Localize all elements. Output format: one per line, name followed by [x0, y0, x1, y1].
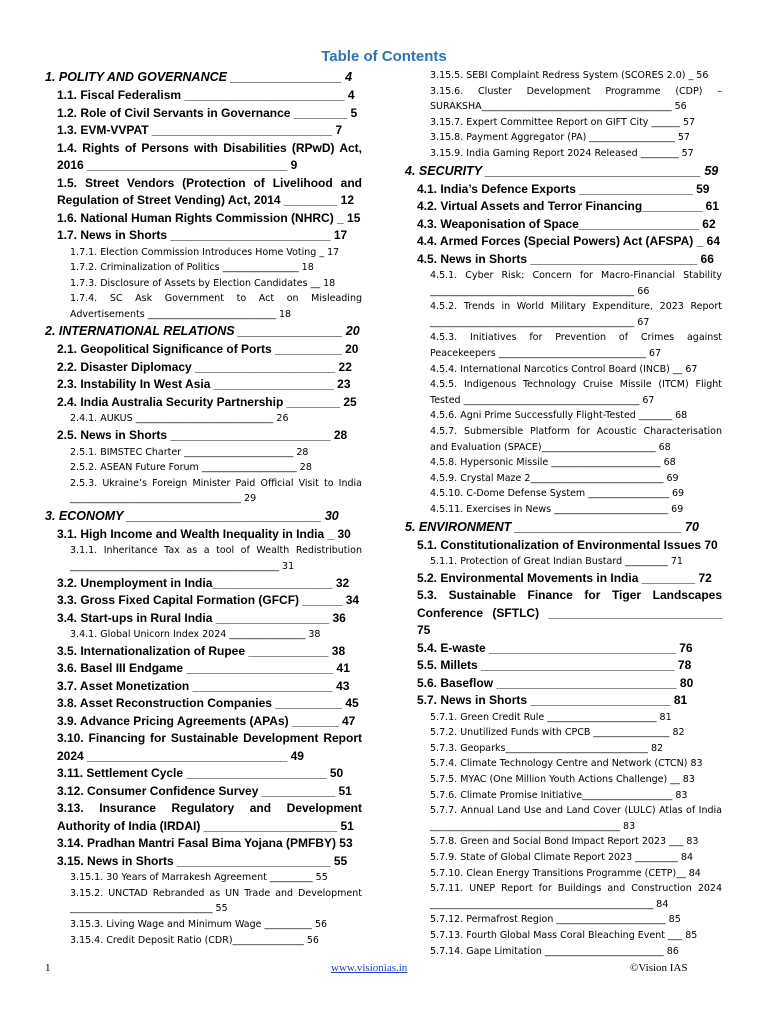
toc-entry-text: 3.4. Start-ups in Rural India _________________ 36	[57, 610, 346, 625]
toc-entry-text: 4.5.10. C-Dome Defense System _________________ 69	[430, 488, 685, 500]
toc-entry-text: 1.4. Rights of Persons with Disabilities (RPwD) Act, 2016 ______________________________ 9	[57, 140, 362, 172]
toc-entry-text: 5.7.11. UNEP Report for Buildings and Construction 2024 _______________________________________________ 84	[430, 883, 722, 910]
toc-entry-text: 2.5.1. BIMSTEC Charter _______________________ 28	[70, 446, 309, 458]
toc-section-heading[interactable]	[45, 508, 362, 525]
toc-entry[interactable]	[45, 175, 362, 210]
toc-entry-text: 3. ECONOMY ____________________________ 30	[45, 508, 339, 523]
toc-left-column	[45, 68, 362, 948]
toc-subentry[interactable]	[45, 460, 362, 476]
toc-entry-text: 5.1. Constitutionalization of Environmental Issues 70	[417, 537, 718, 552]
toc-subentry[interactable]	[45, 627, 362, 643]
toc-entry-text: 4.5.6. Agni Prime Successfully Flight-Tested _______ 68	[430, 410, 688, 422]
toc-subentry[interactable]	[45, 543, 362, 574]
toc-entry[interactable]	[45, 87, 362, 105]
toc-entry-text: 3.15.3. Living Wage and Minimum Wage __________ 56	[70, 919, 328, 930]
toc-subentry[interactable]	[405, 486, 722, 502]
toc-entry[interactable]	[45, 359, 362, 377]
toc-entry[interactable]	[45, 835, 362, 853]
toc-entry-text: 3.5. Internationalization of Rupee ____________ 38	[57, 643, 346, 658]
toc-entry-text: 3.4.1. Global Unicorn Index 2024 ________________ 38	[70, 629, 321, 641]
toc-entry-text: 3.10. Financing for Sustainable Development Report 2024 ______________________________ 49	[57, 731, 362, 763]
toc-entry-text: 3.15. News in Shorts _______________________ 55	[57, 853, 348, 868]
toc-entry[interactable]	[405, 233, 722, 251]
toc-entry-text: 2.2. Disaster Diplomacy _____________________ 22	[57, 359, 352, 374]
toc-entry-text: 3.15.8. Payment Aggregator (PA) __________________ 57	[430, 132, 690, 144]
toc-entry[interactable]	[405, 675, 722, 693]
toc-entry[interactable]	[45, 800, 362, 835]
toc-entry[interactable]	[45, 678, 362, 696]
toc-entry-text: 1.3. EVM-VVPAT ___________________________ 7	[57, 123, 343, 137]
toc-entry-text: 3.2. Unemployment in India__________________ 32	[57, 575, 350, 590]
toc-subentry[interactable]	[405, 330, 722, 361]
toc-entry-text: 3.15.9. India Gaming Report 2024 Released ________ 57	[430, 147, 694, 159]
toc-subentry[interactable]	[405, 115, 722, 131]
toc-entry[interactable]	[45, 713, 362, 731]
toc-subentry[interactable]	[45, 411, 362, 427]
toc-subentry[interactable]	[405, 502, 722, 518]
toc-entry[interactable]	[405, 570, 722, 588]
toc-entry-text: 4.2. Virtual Assets and Terror Financing_________ 61	[417, 199, 719, 214]
toc-subentry[interactable]	[405, 130, 722, 146]
toc-subentry[interactable]	[405, 471, 722, 487]
toc-section-heading[interactable]	[405, 519, 722, 536]
toc-entry-text: 1.6. National Human Rights Commission (NHRC) _ 15	[57, 210, 361, 225]
toc-entry-text: 5. ENVIRONMENT ________________________ 70	[405, 519, 699, 534]
toc-subentry[interactable]	[405, 408, 722, 424]
toc-entry-text: 3.11. Settlement Cycle _____________________ 50	[57, 766, 344, 781]
toc-entry[interactable]	[45, 210, 362, 228]
toc-entry-text: 5.7.4. Climate Technology Centre and Network (CTCN) 83	[430, 758, 703, 770]
toc-entry[interactable]	[45, 643, 362, 661]
toc-section-heading[interactable]	[45, 69, 362, 86]
toc-entry-text: 5.7.14. Gape Limitation _________________________ 86	[430, 945, 679, 957]
toc-entry[interactable]	[45, 853, 362, 871]
toc-entry-text: 2.3. Instability In West Asia __________________ 23	[57, 377, 351, 392]
toc-entry[interactable]	[405, 181, 722, 199]
toc-entry-text: 2. INTERNATIONAL RELATIONS _______________ 20	[45, 324, 360, 339]
toc-subentry[interactable]	[405, 299, 722, 330]
toc-entry-text: 4.5.9. Crystal Maze 2____________________________ 69	[430, 472, 679, 484]
toc-entry[interactable]	[405, 640, 722, 658]
toc-entry[interactable]	[45, 427, 362, 445]
toc-entry-text: 4.5.11. Exercises in News ________________________ 69	[430, 503, 684, 515]
toc-entry[interactable]	[45, 122, 362, 140]
toc-entry-text: 1.1. Fiscal Federalism ________________________ 4	[57, 88, 355, 102]
toc-entry-text: 4.5.7. Submersible Platform for Acoustic Characterisation and Evaluation (SPACE)________________________ 68	[430, 426, 722, 453]
toc-entry[interactable]	[45, 105, 362, 123]
toc-subentry[interactable]	[405, 455, 722, 471]
toc-subentry[interactable]	[405, 68, 722, 84]
toc-entry[interactable]	[405, 587, 722, 640]
toc-entry-text: 3.7. Asset Monetization _____________________ 43	[57, 678, 350, 693]
toc-entry[interactable]	[45, 376, 362, 394]
toc-entry[interactable]	[45, 394, 362, 412]
toc-entry[interactable]	[45, 695, 362, 713]
toc-entry-text: 5.6. Baseflow ___________________________ 80	[417, 675, 694, 690]
toc-entry-text: 3.1. High Income and Wealth Inequality in India _ 30	[57, 526, 351, 541]
toc-entry[interactable]	[45, 765, 362, 783]
toc-entry-text: 4.3. Weaponisation of Space__________________ 62	[417, 216, 716, 231]
toc-subentry[interactable]	[405, 866, 722, 882]
toc-subentry[interactable]	[45, 917, 362, 933]
toc-entry-text: 3.8. Asset Reconstruction Companies __________ 45	[57, 696, 359, 711]
toc-entry-text: 3.15.6. Cluster Development Programme (CDP) – SURAKSHA________________________________________ 56	[430, 85, 722, 113]
toc-entry[interactable]	[405, 251, 722, 269]
toc-section-heading[interactable]	[405, 163, 722, 180]
toc-entry-text: 4.1. India’s Defence Exports _________________ 59	[417, 181, 710, 196]
toc-entry-text: 2.1. Geopolitical Significance of Ports __________ 20	[57, 342, 359, 357]
toc-entry[interactable]	[45, 610, 362, 628]
toc-subentry[interactable]	[405, 741, 722, 757]
toc-subentry[interactable]	[45, 445, 362, 461]
toc-subentry[interactable]	[405, 756, 722, 772]
toc-subentry[interactable]	[405, 554, 722, 570]
toc-subentry[interactable]	[405, 788, 722, 804]
toc-entry[interactable]	[45, 592, 362, 610]
toc-entry-text: 3.15.4. Credit Deposit Ratio (CDR)_______________ 56	[70, 934, 319, 946]
toc-subentry[interactable]	[405, 912, 722, 928]
toc-entry-text: 5.7.10. Clean Energy Transitions Programme (CETP)__ 84	[430, 867, 701, 879]
toc-entry-text: 5.7.12. Permafrost Region _______________________ 85	[430, 914, 681, 926]
toc-entry-text: 5.7.5. MYAC (One Million Youth Actions Challenge) __ 83	[430, 774, 695, 786]
toc-subentry[interactable]	[405, 710, 722, 726]
toc-entry[interactable]	[405, 657, 722, 675]
toc-entry-text: 5.7.8. Green and Social Bond Impact Report 2023 ___ 83	[430, 836, 699, 848]
toc-entry-text: 1.7.3. Disclosure of Assets by Election Candidates __ 18	[70, 277, 336, 289]
toc-subentry[interactable]	[405, 850, 722, 866]
toc-subentry[interactable]	[405, 881, 722, 912]
toc-subentry[interactable]	[45, 870, 362, 886]
toc-subentry[interactable]	[45, 886, 362, 917]
toc-subentry[interactable]	[45, 291, 362, 322]
toc-entry-text: 5.2. Environmental Movements in India ________ 72	[417, 570, 712, 585]
toc-entry-text: 1.7. News in Shorts ________________________ 17	[57, 228, 348, 242]
toc-entry[interactable]	[45, 140, 362, 175]
toc-entry-text: 4.5.5. Indigenous Technology Cruise Missile (ITCM) Flight Tested _____________________________________ 67	[430, 379, 722, 406]
toc-entry-text: 2.5. News in Shorts ________________________ 28	[57, 428, 348, 443]
toc-entry-text: 5.7.3. Geoparks______________________________ 82	[430, 742, 664, 754]
toc-entry-text: 4.5.1. Cyber Risk: Concern for Macro-Financial Stability ___________________________________________ 66	[430, 270, 722, 297]
toc-entry-text: 3.15.2. UNCTAD Rebranded as UN Trade and Development ______________________________ 55	[70, 887, 362, 915]
toc-entry-text: 5.7.6. Climate Promise Initiative___________________ 83	[430, 789, 688, 801]
toc-entry-text: 5.1.1. Protection of Great Indian Bustard _________ 71	[430, 556, 683, 568]
toc-entry-text: 3.9. Advance Pricing Agreements (APAs) _______ 47	[57, 713, 356, 728]
toc-entry-text: 2.4.1. AUKUS _____________________________ 26	[70, 413, 289, 425]
toc-entry-text: 5.3. Sustainable Finance for Tiger Landscapes Conference (SFTLC) __________________________ 75	[417, 588, 722, 638]
toc-entry-text: 1.7.4. SC Ask Government to Act on Misleading Advertisements ___________________________ 18	[70, 293, 362, 320]
toc-entry-text: 1. POLITY AND GOVERNANCE ________________ 4	[45, 70, 353, 84]
toc-entry-text: 5.7.7. Annual Land Use and Land Cover (LULC) Atlas of India ________________________________________ 83	[430, 805, 722, 832]
toc-entry-text: 3.15.7. Expert Committee Report on GIFT City ______ 57	[430, 116, 696, 128]
toc-entry[interactable]	[45, 575, 362, 593]
toc-section-heading[interactable]	[45, 323, 362, 340]
footer-website-link[interactable]: www.visionias.in	[331, 962, 408, 974]
toc-entry-text: 3.15.1. 30 Years of Marrakesh Agreement _________ 55	[70, 872, 328, 884]
toc-subentry[interactable]	[405, 362, 722, 378]
toc-entry[interactable]	[405, 537, 722, 555]
toc-entry-text: 1.5. Street Vendors (Protection of Livelihood and Regulation of Street Vending) Act, 2014 ________ 12	[57, 175, 362, 207]
toc-entry-text: 4.5.8. Hypersonic Missile _______________________ 68	[430, 457, 676, 469]
toc-entry-text: 5.7.2. Unutilized Funds with CPCB ________________ 82	[430, 727, 685, 739]
toc-subentry[interactable]	[405, 944, 722, 960]
toc-entry-text: 3.1.1. Inheritance Tax as a tool of Wealth Redistribution ____________________________________________ 31	[70, 545, 362, 573]
toc-entry[interactable]	[45, 783, 362, 801]
toc-subentry[interactable]	[405, 84, 722, 115]
toc-subentry[interactable]	[405, 725, 722, 741]
toc-entry[interactable]	[405, 692, 722, 710]
toc-entry-text: 4. SECURITY _______________________________ 59	[405, 163, 719, 178]
toc-subentry[interactable]	[405, 268, 722, 299]
toc-entry[interactable]	[45, 730, 362, 765]
toc-entry-text: 3.12. Consumer Confidence Survey ___________ 51	[57, 783, 352, 798]
toc-entry-text: 2.4. India Australia Security Partnership ________ 25	[57, 394, 357, 409]
toc-entry-text: 4.5.3. Initiatives for Prevention of Crimes against Peacekeepers _______________________________ 67	[430, 332, 722, 360]
toc-entry-text: 3.3. Gross Fixed Capital Formation (GFCF) ______ 34	[57, 593, 360, 608]
toc-entry[interactable]	[45, 227, 362, 245]
toc-subentry[interactable]	[45, 933, 362, 949]
toc-entry-text: 5.7.9. State of Global Climate Report 2023 _________ 84	[430, 852, 694, 863]
toc-entry[interactable]	[45, 341, 362, 359]
toc-right-column	[405, 68, 722, 959]
toc-entry[interactable]	[45, 660, 362, 678]
toc-entry-text: 1.2. Role of Civil Servants in Governance ________ 5	[57, 105, 358, 120]
toc-subentry[interactable]	[405, 928, 722, 944]
toc-entry[interactable]	[405, 216, 722, 234]
toc-subentry[interactable]	[405, 834, 722, 850]
toc-entry-text: 5.4. E-waste ____________________________ 76	[417, 640, 693, 655]
toc-entry-text: 5.7.13. Fourth Global Mass Coral Bleaching Event ___ 85	[430, 929, 698, 941]
toc-entry-text: 4.4. Armed Forces (Special Powers) Act (AFSPA) _ 64	[417, 234, 720, 249]
footer-copyright: ©Vision IAS	[630, 962, 688, 974]
toc-entry-text: 4.5. News in Shorts _________________________ 66	[417, 251, 714, 266]
toc-subentry[interactable]	[405, 803, 722, 834]
toc-subentry[interactable]	[45, 476, 362, 507]
toc-subentry[interactable]	[45, 276, 362, 292]
toc-entry-text: 3.13. Insurance Regulatory and Development Authority of India (IRDAI) ____________________ 51	[57, 801, 362, 833]
toc-entry[interactable]	[405, 198, 722, 216]
toc-entry-text: 5.7.1. Green Credit Rule _______________________ 81	[430, 711, 672, 723]
page-title: Table of Contents	[321, 48, 447, 65]
toc-subentry[interactable]	[405, 146, 722, 162]
toc-entry-text: 5.7. News in Shorts _____________________ 81	[417, 693, 688, 708]
toc-entry-text: 2.5.2. ASEAN Future Forum ____________________ 28	[70, 462, 312, 474]
footer-page-number: 1	[45, 962, 51, 974]
toc-entry-text: 3.15.5. SEBI Complaint Redress System (SCORES 2.0) _ 56	[430, 70, 709, 81]
toc-entry-text: 1.7.1. Election Commission Introduces Home Voting _ 17	[70, 246, 340, 258]
toc-subentry[interactable]	[405, 424, 722, 455]
toc-subentry[interactable]	[45, 260, 362, 276]
toc-entry-text: 5.5. Millets _____________________________ 78	[417, 658, 692, 673]
toc-entry-text: 4.5.2. Trends in World Military Expenditure, 2023 Report ___________________________________________ 67	[430, 301, 722, 328]
toc-entry-text: 3.6. Basel III Endgame ______________________ 41	[57, 661, 350, 676]
toc-subentry[interactable]	[405, 377, 722, 408]
toc-entry[interactable]	[45, 526, 362, 544]
toc-entry-text: 1.7.2. Criminalization of Politics ________________ 18	[70, 262, 314, 274]
toc-entry-text: 4.5.4. International Narcotics Control Board (INCB) __ 67	[430, 363, 698, 375]
toc-entry-text: 3.14. Pradhan Mantri Fasal Bima Yojana (PMFBY) 53	[57, 836, 353, 851]
toc-subentry[interactable]	[45, 245, 362, 261]
toc-entry-text: 2.5.3. Ukraine’s Foreign Minister Paid Official Visit to India ____________________________________ 29	[70, 477, 362, 505]
toc-subentry[interactable]	[405, 772, 722, 788]
